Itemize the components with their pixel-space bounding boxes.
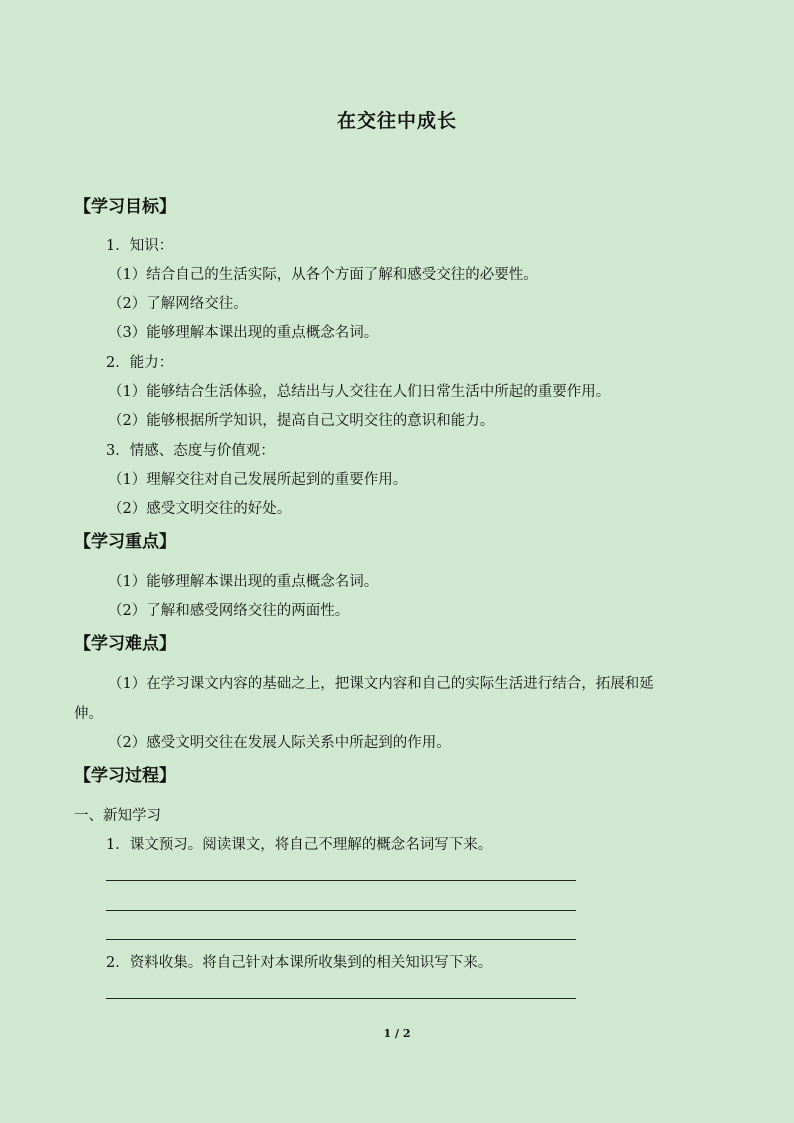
difficulties-heading: 【学习难点】 (74, 634, 176, 654)
document-title: 在交往中成长 (336, 110, 457, 132)
answer-blank-line[interactable] (106, 998, 576, 999)
knowledge-label: 1．知识： (106, 238, 174, 254)
emotion-label: 3．情感、态度与价值观： (106, 443, 275, 459)
ability-item: （2）能够根据所学知识，提高自己文明交往的意识和能力。 (108, 413, 495, 429)
knowledge-item: （3）能够理解本课出现的重点概念名词。 (108, 325, 379, 341)
objectives-heading: 【学习目标】 (74, 197, 176, 217)
answer-blank-line[interactable] (106, 880, 576, 881)
ability-item: （1）能够结合生活体验，总结出与人交往在人们日常生活中所起的重要作用。 (108, 384, 611, 400)
ability-label: 2．能力： (106, 355, 174, 371)
key-points-heading: 【学习重点】 (74, 532, 176, 552)
task-item: 2．资料收集。将自己针对本课所收集到的相关知识写下来。 (106, 955, 493, 971)
emotion-item: （1）理解交往对自己发展所起到的重要作用。 (108, 472, 408, 488)
process-heading: 【学习过程】 (74, 766, 176, 786)
answer-blank-line[interactable] (106, 939, 576, 940)
difficulty-item-line: （1）在学习课文内容的基础之上，把课文内容和自己的实际生活进行结合，拓展和延 (108, 676, 654, 692)
emotion-item: （2）感受文明交往的好处。 (108, 501, 292, 517)
page-number: 1 / 2 (383, 1027, 411, 1040)
knowledge-item: （2）了解网络交往。 (108, 296, 248, 312)
task-item: 1．课文预习。阅读课文，将自己不理解的概念名词写下来。 (106, 837, 493, 853)
key-point-item: （2）了解和感受网络交往的两面性。 (108, 603, 350, 619)
knowledge-item: （1）结合自己的生活实际，从各个方面了解和感受交往的必要性。 (108, 267, 538, 283)
difficulty-item-line: 伸。 (74, 706, 103, 722)
key-point-item: （1）能够理解本课出现的重点概念名词。 (108, 574, 379, 590)
difficulty-item: （2）感受文明交往在发展人际关系中所起到的作用。 (108, 735, 451, 751)
answer-blank-line[interactable] (106, 910, 576, 911)
process-part-title: 一、新知学习 (74, 808, 161, 824)
